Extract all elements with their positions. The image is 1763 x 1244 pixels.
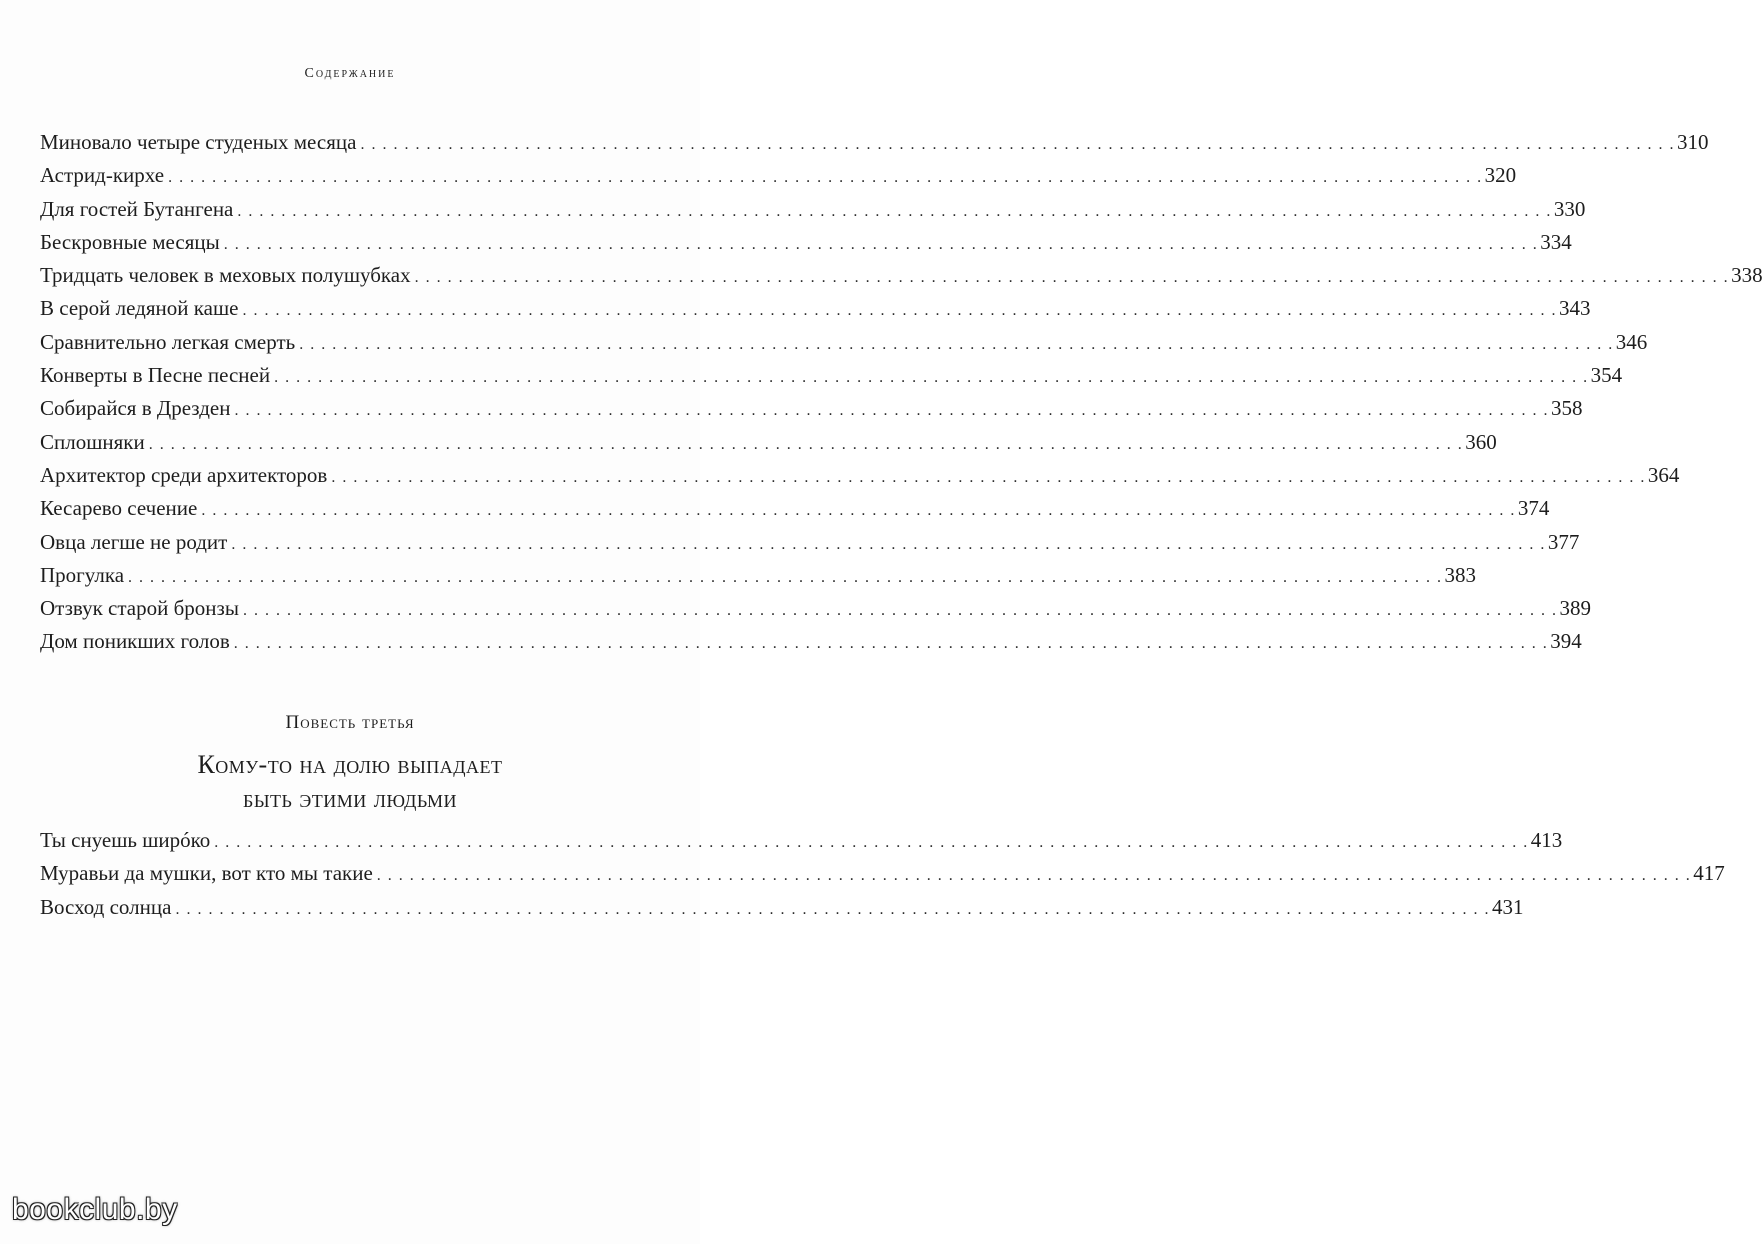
table-of-contents-part-3 (40, 824, 1725, 924)
toc-entry-page: 358 (1550, 396, 1583, 421)
toc-entry-page: 374 (1517, 496, 1550, 521)
toc-entry-title: Миновало четыре студеных месяца (40, 130, 357, 154)
toc-entry-title: Конверты в Песне песней (40, 363, 271, 388)
toc-entry (40, 824, 1563, 857)
toc-entry-page: 364 (1647, 462, 1680, 487)
toc-entry-title: Собирайся в Дрезден (40, 396, 231, 421)
toc-entry-page: 417 (1693, 861, 1725, 886)
toc-entry (40, 891, 1524, 924)
toc-entry (40, 857, 1725, 890)
toc-entry-page: 383 (1444, 562, 1477, 587)
toc-entry-page: 377 (1547, 529, 1580, 554)
dot-leader: . . . . . . . . . . . . . . . . . . . . . . . . . . . . . . . . . . . . . . . . . . . . . . . . . . . . . . . . . . . . . . . . . . . . . . . . . . . . . . . . . . . . . . . . . . . . . . . . . . . . . . . . . . . . . . . . . . . . . . . . (299, 335, 1614, 353)
toc-entry (40, 159, 1517, 192)
toc-entry-page: 310 (1676, 130, 1709, 154)
toc-entry (40, 559, 1477, 592)
dot-leader: . . . . . . . . . . . . . . . . . . . . . . . . . . . . . . . . . . . . . . . . . . . . . . . . . . . . . . . . . . . . . . . . . . . . . . . . . . . . . . . . . . . . . . . . . . . . . . . . . . . . . . . . . . . . . . . . . . . . . . . . (242, 302, 1557, 320)
table-of-contents (40, 126, 1763, 659)
toc-entry-title: Прогулка (40, 562, 125, 587)
toc-entry (40, 459, 1680, 492)
toc-entry (40, 492, 1550, 525)
section-label: Повесть третья (285, 712, 415, 733)
toc-entry (40, 259, 1763, 292)
dot-leader: . . . . . . . . . . . . . . . . . . . . . . . . . . . . . . . . . . . . . . . . . . . . . . . . . . . . . . . . . . . . . . . . . . . . . . . . . . . . . . . . . . . . . . . . . . . . . . . . . . . . . . . . . . . . . . . . . . . . . . . . (242, 602, 1558, 620)
toc-entry-title: Сравнительно легкая смерть (40, 329, 296, 354)
toc-entry-page: 330 (1553, 196, 1586, 221)
dot-leader: . . . . . . . . . . . . . . . . . . . . . . . . . . . . . . . . . . . . . . . . . . . . . . . . . . . . . . . . . . . . . . . . . . . . . . . . . . . . . . . . . . . . . . . . . . . . . . . . . . . . . . . . . . . . . . . . . . . . . . . . (175, 900, 1490, 918)
dot-leader: . . . . . . . . . . . . . . . . . . . . . . . . . . . . . . . . . . . . . . . . . . . . . . . . . . . . . . . . . . . . . . . . . . . . . . . . . . . . . . . . . . . . . . . . . . . . . . . . . . . . . . . . . . . . . . . . . . . . . . . . (231, 535, 1546, 553)
toc-entry-title: Отзвук старой бронзы (40, 596, 239, 621)
toc-entry (40, 592, 1591, 625)
toc-entry (40, 392, 1583, 425)
toc-entry-page: 346 (1615, 329, 1648, 354)
toc-entry-title: Сплошняки (40, 429, 145, 454)
dot-leader: . . . . . . . . . . . . . . . . . . . . . . . . . . . . . . . . . . . . . . . . . . . . . . . . . . . . . . . . . . . . . . . . . . . . . . . . . . . . . . . . . . . . . . . . . . . . . . . . . . . . . . . . . . . . . . . . . . . . . . . . (274, 369, 1589, 387)
toc-entry-title: В серой ледяной каше (40, 296, 239, 321)
dot-leader: . . . . . . . . . . . . . . . . . . . . . . . . . . . . . . . . . . . . . . . . . . . . . . . . . . . . . . . . . . . . . . . . . . . . . . . . . . . . . . . . . . . . . . . . . . . . . . . . . . . . . . . . . . . . . . . . . . . . . . . . (233, 635, 1549, 653)
dot-leader: . . . . . . . . . . . . . . . . . . . . . . . . . . . . . . . . . . . . . . . . . . . . . . . . . . . . . . . . . . . . . . . . . . . . . . . . . . . . . . . . . . . . . . . . . . . . . . . . . . . . . . . . . . . . . . . . . . . . . . . . (414, 269, 1730, 287)
dot-leader: . . . . . . . . . . . . . . . . . . . . . . . . . . . . . . . . . . . . . . . . . . . . . . . . . . . . . . . . . . . . . . . . . . . . . . . . . . . . . . . . . . . . . . . . . . . . . . . . . . . . . . . . . . . . . . . . . . . . . . . . (360, 136, 1675, 153)
toc-entry-page: 354 (1590, 363, 1623, 388)
dot-leader: . . . . . . . . . . . . . . . . . . . . . . . . . . . . . . . . . . . . . . . . . . . . . . . . . . . . . . . . . . . . . . . . . . . . . . . . . . . . . . . . . . . . . . . . . . . . . . . . . . . . . . . . . . . . . . . . . . . . . . . . (201, 502, 1516, 520)
section-title-line-2: быть этими людьми (243, 784, 457, 813)
dot-leader: . . . . . . . . . . . . . . . . . . . . . . . . . . . . . . . . . . . . . . . . . . . . . . . . . . . . . . . . . . . . . . . . . . . . . . . . . . . . . . . . . . . . . . . . . . . . . . . . . . . . . . . . . . . . . . . . . . . . . . . . (148, 435, 1464, 453)
toc-entry-title: Архитектор среди архитекторов (40, 462, 328, 487)
toc-entry-page: 394 (1550, 629, 1582, 654)
toc-entry-title: Бескровные месяцы (40, 229, 220, 254)
toc-entry-page: 413 (1530, 828, 1563, 852)
toc-entry (40, 625, 1582, 658)
toc-entry (40, 359, 1623, 392)
toc-entry-title: Овца легше не родит (40, 529, 228, 554)
toc-entry (40, 426, 1497, 459)
toc-entry-title: Тридцать человек в меховых полушубках (40, 263, 411, 288)
toc-entry-title: Кесарево сечение (40, 496, 198, 521)
toc-entry-title: Восход солнца (40, 894, 172, 919)
dot-leader: . . . . . . . . . . . . . . . . . . . . . . . . . . . . . . . . . . . . . . . . . . . . . . . . . . . . . . . . . . . . . . . . . . . . . . . . . . . . . . . . . . . . . . . . . . . . . . . . . . . . . . . . . . . . . . . . . . . . . . . . (214, 834, 1529, 851)
dot-leader: . . . . . . . . . . . . . . . . . . . . . . . . . . . . . . . . . . . . . . . . . . . . . . . . . . . . . . . . . . . . . . . . . . . . . . . . . . . . . . . . . . . . . . . . . . . . . . . . . . . . . . . . . . . . . . . . . . . . . . . . (376, 867, 1692, 885)
dot-leader: . . . . . . . . . . . . . . . . . . . . . . . . . . . . . . . . . . . . . . . . . . . . . . . . . . . . . . . . . . . . . . . . . . . . . . . . . . . . . . . . . . . . . . . . . . . . . . . . . . . . . . . . . . . . . . . . . . . . . . . . (128, 568, 1443, 586)
toc-entry-page: 389 (1559, 596, 1591, 621)
dot-leader: . . . . . . . . . . . . . . . . . . . . . . . . . . . . . . . . . . . . . . . . . . . . . . . . . . . . . . . . . . . . . . . . . . . . . . . . . . . . . . . . . . . . . . . . . . . . . . . . . . . . . . . . . . . . . . . . . . . . . . . . (234, 402, 1549, 420)
toc-entry (40, 292, 1591, 325)
section-title (0, 748, 700, 816)
toc-entry-title: Дом поникших голов (40, 629, 230, 654)
toc-entry-title: Муравьи да мушки, вот кто мы такие (40, 861, 373, 886)
dot-leader: . . . . . . . . . . . . . . . . . . . . . . . . . . . . . . . . . . . . . . . . . . . . . . . . . . . . . . . . . . . . . . . . . . . . . . . . . . . . . . . . . . . . . . . . . . . . . . . . . . . . . . . . . . . . . . . . . . . . . . . . (223, 235, 1539, 253)
dot-leader: . . . . . . . . . . . . . . . . . . . . . . . . . . . . . . . . . . . . . . . . . . . . . . . . . . . . . . . . . . . . . . . . . . . . . . . . . . . . . . . . . . . . . . . . . . . . . . . . . . . . . . . . . . . . . . . . . . . . . . . . (168, 169, 1483, 187)
toc-entry-page: 343 (1558, 296, 1591, 321)
dot-leader: . . . . . . . . . . . . . . . . . . . . . . . . . . . . . . . . . . . . . . . . . . . . . . . . . . . . . . . . . . . . . . . . . . . . . . . . . . . . . . . . . . . . . . . . . . . . . . . . . . . . . . . . . . . . . . . . . . . . . . . . (331, 468, 1646, 486)
toc-entry (40, 226, 1572, 259)
toc-entry-page: 338 (1731, 263, 1763, 288)
toc-entry-page: 334 (1540, 229, 1572, 254)
toc-entry (40, 526, 1580, 559)
toc-entry (40, 126, 1709, 159)
toc-entry-page: 431 (1491, 894, 1524, 919)
toc-entry-page: 360 (1465, 429, 1497, 454)
running-head: Содержание (304, 66, 396, 81)
toc-entry (40, 193, 1586, 226)
toc-entry-page: 320 (1484, 163, 1517, 188)
watermark-logo: bookclub.by (12, 1193, 178, 1226)
toc-entry (40, 326, 1648, 359)
toc-entry-title: Ты снуешь ширóко (40, 828, 211, 852)
section-title-line-1: Кому-то на долю выпадает (197, 750, 503, 779)
toc-entry-title: Для гостей Бутангена (40, 196, 234, 221)
dot-leader: . . . . . . . . . . . . . . . . . . . . . . . . . . . . . . . . . . . . . . . . . . . . . . . . . . . . . . . . . . . . . . . . . . . . . . . . . . . . . . . . . . . . . . . . . . . . . . . . . . . . . . . . . . . . . . . . . . . . . . . . (237, 202, 1552, 220)
toc-entry-title: Астрид-кирхе (40, 163, 165, 188)
